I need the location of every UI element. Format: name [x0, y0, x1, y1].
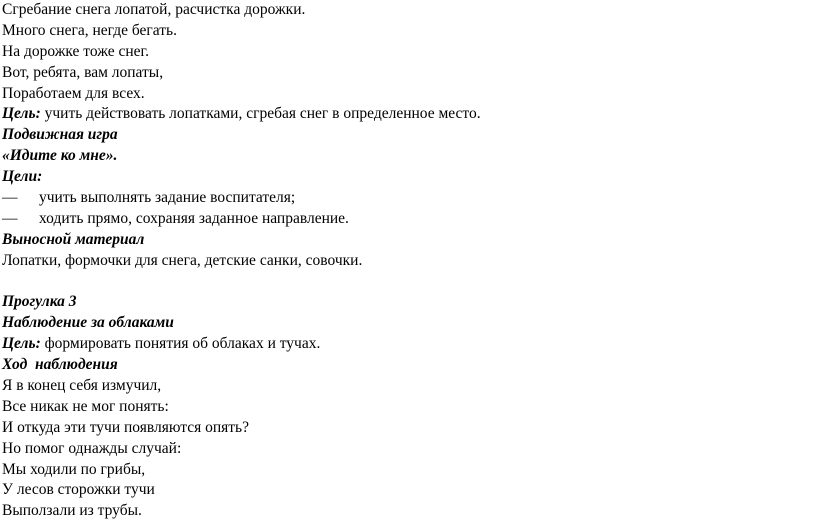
goal-line [2, 104, 812, 125]
goals-heading: Цели: [2, 168, 43, 186]
goal-item-text: ходить прямо, сохраняя заданное направление. [39, 209, 349, 227]
observation-subtitle: Наблюдение за облаками [2, 314, 174, 332]
poem-line: У лесов сторожки тучи [2, 481, 155, 499]
goal-list-item [2, 209, 812, 230]
goal-list-item [2, 188, 812, 209]
material-heading: Выносной материал [2, 230, 145, 248]
poem-line: На дорожке тоже снег. [2, 42, 150, 60]
dash-bullet: — [2, 189, 18, 207]
material-text: Лопатки, формочки для снега, детские санки, совочки. [2, 251, 363, 269]
poem-line: Мы ходили по грибы, [2, 460, 146, 478]
goal-item-text: учить выполнять задание воспитателя; [39, 189, 296, 207]
blank-line [2, 272, 812, 293]
observation-progress-heading: Ход наблюдения [2, 356, 118, 374]
poem-line: Выползали из трубы. [2, 502, 142, 520]
dash-bullet: — [2, 209, 18, 227]
poem-line: Вот, ребята, вам лопаты, [2, 63, 164, 81]
poem-line: Сгребание снега лопатой, расчистка дорожки. [2, 1, 306, 18]
goal-line [2, 334, 812, 355]
walk-title: Прогулка 3 [2, 293, 77, 311]
poem-line: Поработаем для всех. [2, 84, 145, 102]
poem-line: Много снега, негде бегать. [2, 21, 177, 39]
document-page [2, 0, 812, 522]
game-heading: Подвижная игра [2, 126, 118, 144]
poem-line: И откуда эти тучи появляются опять? [2, 418, 249, 436]
goal-label: Цель: [2, 335, 41, 353]
poem-line: Но помог однажды случай: [2, 439, 182, 457]
poem-line: Я в конец себя измучил, [2, 377, 162, 395]
goal-text: учить действовать лопатками, сгребая снег в определенное место. [40, 105, 481, 123]
poem-line: Все никак не мог понять: [2, 397, 169, 415]
game-name: «Идите ко мне». [2, 147, 118, 165]
goal-label: Цель: [2, 105, 41, 123]
goal-text: формировать понятия об облаках и тучах. [40, 335, 321, 353]
